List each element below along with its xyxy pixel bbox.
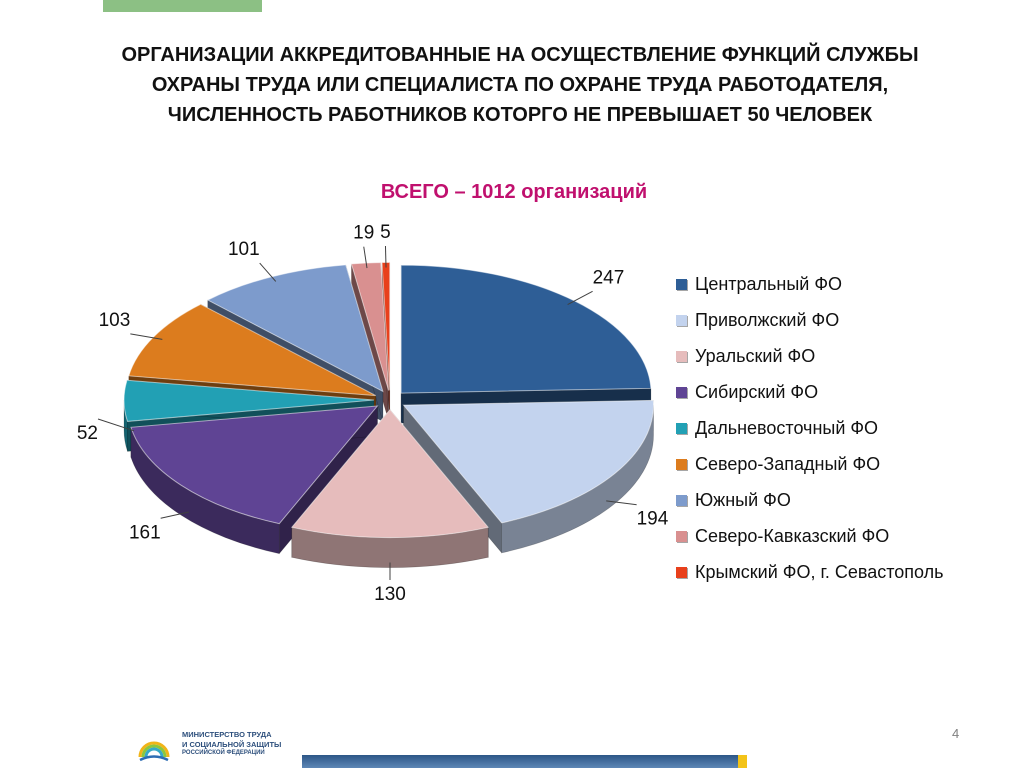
value-label-7: 19 — [353, 222, 375, 244]
legend-label-1: Приволжский ФО — [695, 309, 840, 330]
legend-label-5: Северо-Западный ФО — [695, 453, 881, 474]
bottom-bar — [302, 755, 738, 768]
bottom-accent-bar — [738, 755, 747, 768]
legend-item-3 — [676, 374, 944, 410]
legend-label-8: Крымский ФО, г. Севастополь — [695, 561, 944, 582]
legend-item-2 — [676, 338, 944, 374]
page-number: 4 — [952, 726, 960, 741]
legend-item-7 — [676, 518, 944, 554]
legend-item-6 — [676, 482, 944, 518]
ministry-line-2: И СОЦИАЛЬНОЙ ЗАЩИТЫ — [182, 739, 282, 749]
slide-title: ОРГАНИЗАЦИИ АККРЕДИТОВАННЫЕ НА ОСУЩЕСТВЛЕНИЕ ФУНКЦИЙ СЛУЖБЫ ОХРАНЫ ТРУДА ИЛИ СПЕЦИАЛИСТА ПО ОХРАНЕ ТРУДА РАБОТОДАТЕЛЯ, ЧИСЛЕННОСТЬ РАБОТНИКОВ КОТОРГО НЕ ПРЕВЫШАЕТ 50 ЧЕЛОВЕК — [121, 44, 919, 126]
legend-item-1 — [676, 302, 944, 338]
value-label-6: 101 — [227, 239, 260, 261]
value-label-2: 130 — [374, 584, 406, 605]
value-label-1: 194 — [636, 508, 669, 530]
legend-label-6: Южный ФО — [695, 489, 791, 510]
legend-item-8 — [676, 554, 944, 590]
ministry-line-1: МИНИСТЕРСТВО ТРУДА — [182, 730, 272, 739]
legend-swatch-3 — [676, 387, 687, 398]
legend-swatch-5 — [676, 459, 687, 470]
legend-item-5 — [676, 446, 944, 482]
legend-swatch-6 — [676, 495, 687, 506]
slice-0 — [401, 265, 651, 423]
pie-chart — [0, 220, 680, 620]
legend-swatch-1 — [676, 315, 687, 326]
value-label-5: 103 — [98, 309, 131, 331]
chart-subtitle: ВСЕГО – 1012 организаций — [380, 181, 648, 203]
legend-swatch-4 — [676, 423, 687, 434]
legend-item-4 — [676, 410, 944, 446]
ministry-logo-icon — [136, 727, 172, 763]
value-label-3: 161 — [128, 522, 161, 544]
ministry-name — [182, 730, 281, 759]
legend-label-4: Дальневосточный ФО — [695, 417, 879, 438]
legend-swatch-7 — [676, 531, 687, 542]
value-label-8: 5 — [380, 222, 391, 244]
legend-label-0: Центральный ФО — [695, 273, 843, 294]
value-label-4: 52 — [76, 423, 99, 445]
legend-swatch-8 — [676, 567, 687, 578]
top-accent-bar — [103, 0, 262, 12]
leader-line-0 — [568, 291, 593, 304]
ministry-line-3: РОССИЙСКОЙ ФЕДЕРАЦИИ — [182, 750, 265, 756]
chart-legend — [676, 266, 944, 590]
legend-label-2: Уральский ФО — [695, 345, 816, 366]
value-label-0: 247 — [592, 267, 625, 289]
leader-line-8 — [385, 246, 386, 268]
legend-swatch-2 — [676, 351, 687, 362]
legend-label-7: Северо-Кавказский ФО — [695, 525, 890, 546]
legend-swatch-0 — [676, 279, 687, 290]
legend-label-3: Сибирский ФО — [695, 381, 819, 402]
legend-item-0 — [676, 266, 944, 302]
